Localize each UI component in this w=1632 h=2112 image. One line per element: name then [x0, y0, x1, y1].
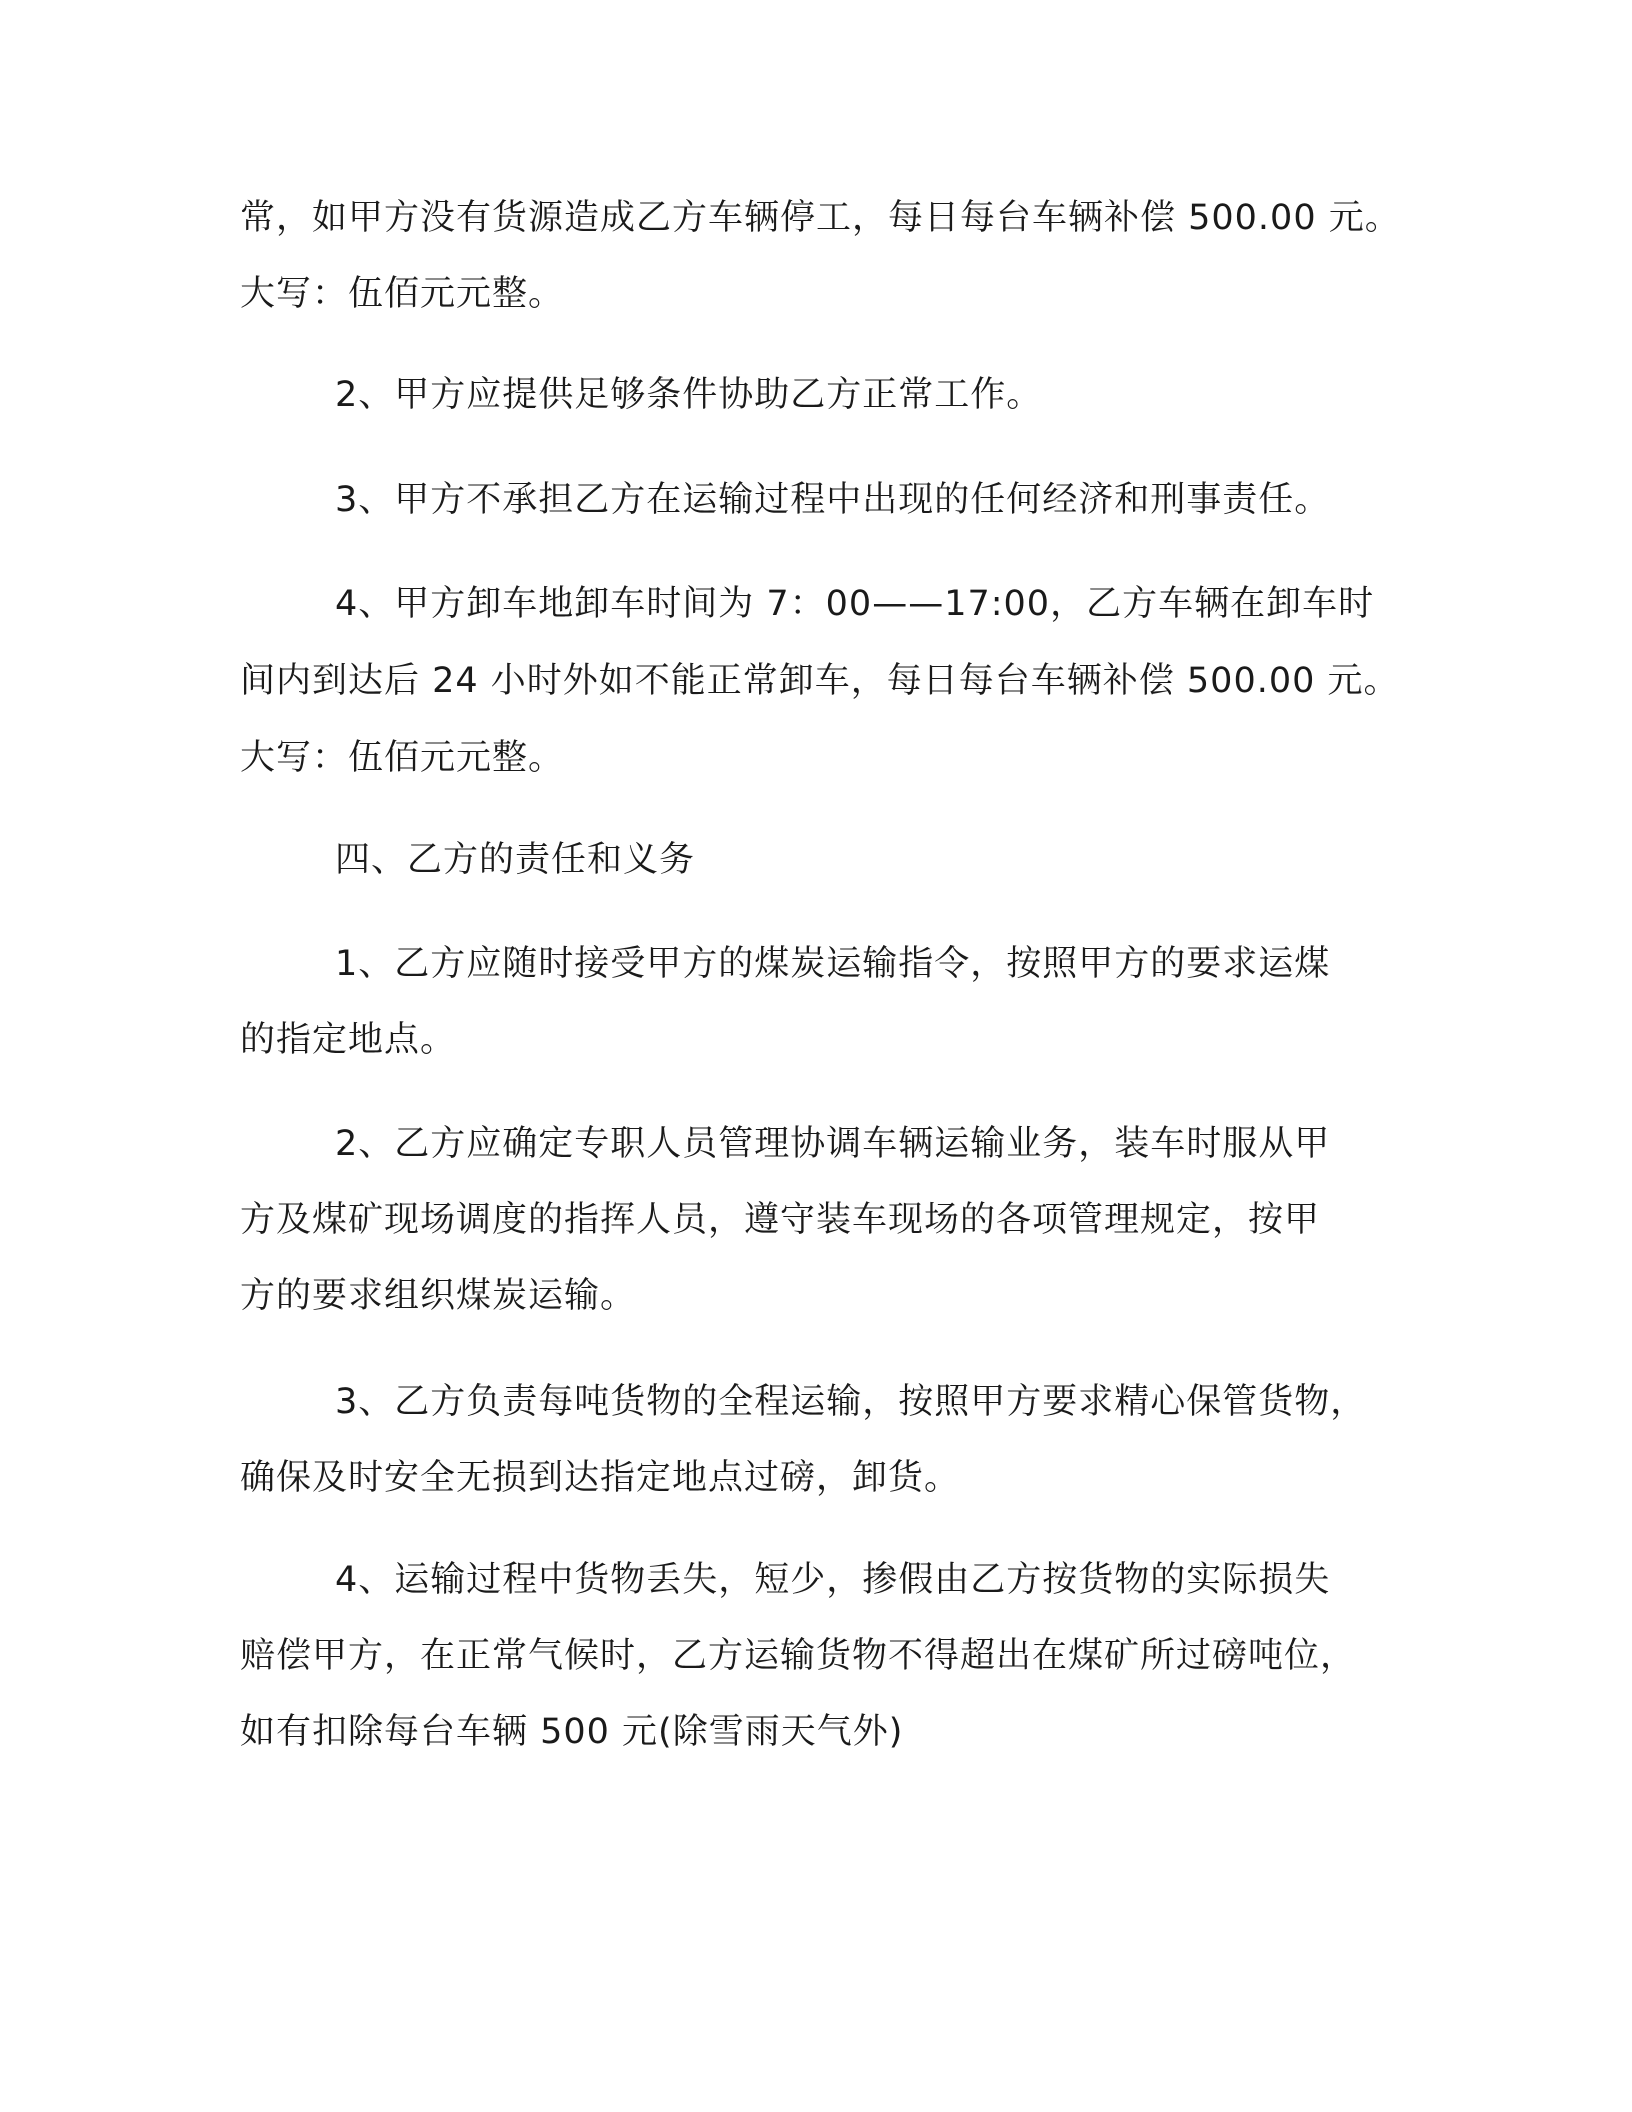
- text-line: 赔偿甲方，在正常气候时，乙方运输货物不得超出在煤矿所过磅吨位，: [240, 1636, 1357, 1676]
- text-line: 3、乙方负责每吨货物的全程运输，按照甲方要求精心保管货物，: [335, 1382, 1367, 1422]
- text-line: 4、运输过程中货物丢失，短少，掺假由乙方按货物的实际损失: [335, 1560, 1331, 1600]
- text-line: 1、乙方应随时接受甲方的煤炭运输指令，按照甲方的要求运煤: [335, 944, 1331, 984]
- text-line: 4、甲方卸车地卸车时间为 7：00——17:00，乙方车辆在卸车时: [335, 584, 1375, 624]
- text-line: 大写：伍佰元元整。: [240, 274, 565, 314]
- section-heading: 四、乙方的责任和义务: [335, 840, 696, 880]
- text-line: 如有扣除每台车辆 500 元(除雪雨天气外): [240, 1712, 904, 1752]
- text-line: 方的要求组织煤炭运输。: [240, 1276, 637, 1316]
- text-line: 间内到达后 24 小时外如不能正常卸车，每日每台车辆补偿 500.00 元。: [240, 661, 1400, 701]
- text-line: 的指定地点。: [240, 1020, 457, 1060]
- text-line: 2、甲方应提供足够条件协助乙方正常工作。: [335, 375, 1043, 415]
- text-line: 常，如甲方没有货源造成乙方车辆停工，每日每台车辆补偿 500.00 元。: [240, 198, 1401, 238]
- text-line: 3、甲方不承担乙方在运输过程中出现的任何经济和刑事责任。: [335, 480, 1331, 520]
- text-line: 方及煤矿现场调度的指挥人员，遵守装车现场的各项管理规定，按甲: [240, 1200, 1321, 1240]
- text-line: 2、乙方应确定专职人员管理协调车辆运输业务，装车时服从甲: [335, 1124, 1331, 1164]
- text-line: 大写：伍佰元元整。: [240, 738, 565, 778]
- text-line: 确保及时安全无损到达指定地点过磅，卸货。: [240, 1458, 961, 1498]
